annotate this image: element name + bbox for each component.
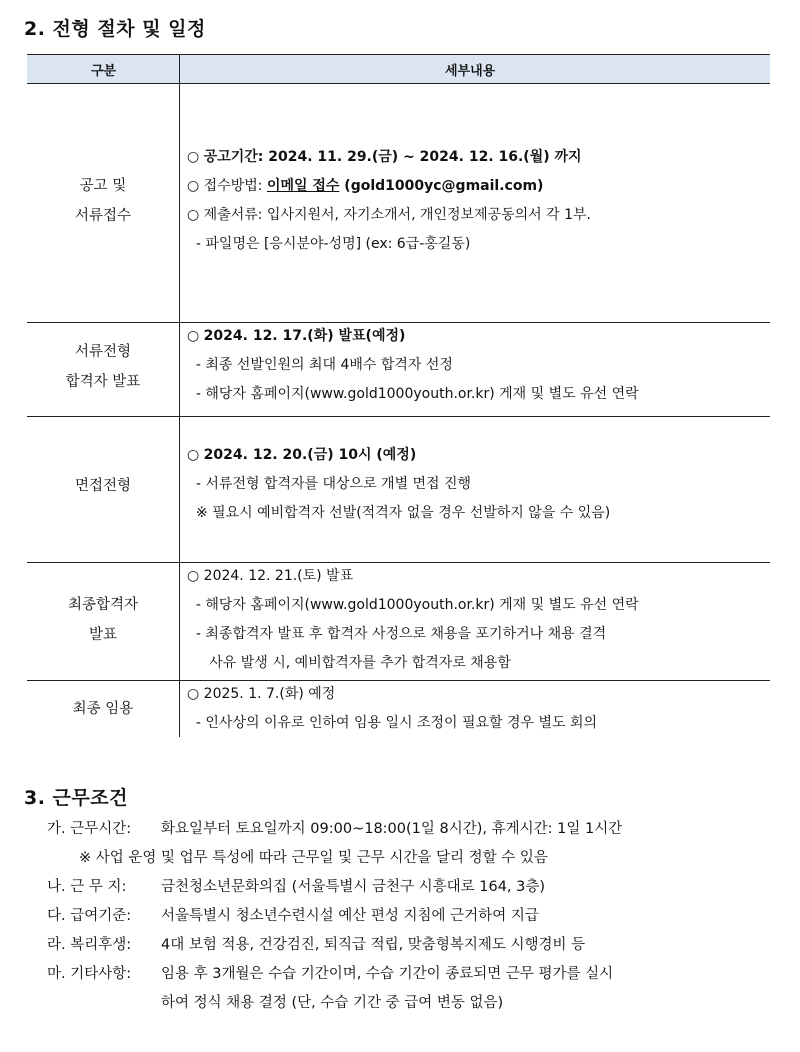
detail-line: - 파일명은 [응시분야-성명] (ex: 6급-홍길동) bbox=[187, 236, 471, 252]
work-conditions-list bbox=[47, 815, 787, 1018]
detail-line: ○ 2025. 1. 7.(화) 예정 bbox=[187, 686, 336, 702]
detail-line: ○ 2024. 12. 17.(화) 발표(예정) bbox=[187, 328, 406, 344]
section-3-title: 3. 근무조건 bbox=[24, 787, 128, 809]
detail-line: 사유 발생 시, 예비합격자를 추가 합격자로 채용함 bbox=[187, 655, 511, 671]
row-label-announcement: 공고 및 서류접수 bbox=[74, 178, 132, 224]
detail-line: - 최종합격자 발표 후 합격자 사정으로 채용을 포기하거나 채용 결격 bbox=[187, 626, 607, 642]
row-divider bbox=[27, 416, 770, 417]
detail-line: - 인사상의 이유로 인하여 임용 일시 조정이 필요할 경우 별도 회의 bbox=[187, 715, 598, 731]
row-details-appointment bbox=[187, 680, 767, 738]
detail-line: ○ 공고기간: 2024. 11. 29.(금) ~ 2024. 12. 16.(월) 까지 bbox=[187, 149, 582, 165]
list-item: 가. 근무시간: 화요일부터 토요일까지 09:00~18:00(1일 8시간), 휴게시간: 1일 1시간 bbox=[47, 821, 623, 837]
detail-line: - 최종 선발인원의 최대 4배수 합격자 선정 bbox=[187, 357, 453, 373]
list-item: 하여 정식 채용 결정 (단, 수습 기간 중 급여 변동 없음) bbox=[161, 995, 504, 1011]
row-label-final-result: 최종합격자 발표 bbox=[67, 597, 139, 643]
row-details-interview bbox=[187, 441, 767, 528]
schedule-table bbox=[27, 54, 770, 737]
section-2-title: 2. 전형 절차 및 일정 bbox=[24, 18, 206, 40]
row-details-announcement bbox=[187, 143, 767, 259]
detail-line: ○ 2024. 12. 21.(토) 발표 bbox=[187, 568, 354, 584]
list-item: 마. 기타사항: 임용 후 3개월은 수습 기간이며, 수습 기간이 종료되면 근무 평가를 실시 bbox=[47, 966, 614, 982]
row-label-document-result: 서류전형 합격자 발표 bbox=[65, 344, 141, 390]
detail-line: - 해당자 홈페이지(www.gold1000youth.or.kr) 게재 및 별도 유선 연락 bbox=[187, 597, 639, 613]
column-divider bbox=[179, 54, 180, 737]
list-item: 다. 급여기준: 서울특별시 청소년수련시설 예산 편성 지침에 근거하여 지급 bbox=[47, 908, 539, 924]
detail-line: - 해당자 홈페이지(www.gold1000youth.or.kr) 게재 및 별도 유선 연락 bbox=[187, 386, 639, 402]
list-item: ※ 사업 운영 및 업무 특성에 따라 근무일 및 근무 시간을 달리 정할 수 있음 bbox=[79, 850, 548, 866]
header-details: 세부내용 bbox=[445, 64, 496, 79]
detail-line: - 서류전형 합격자를 대상으로 개별 면접 진행 bbox=[187, 476, 472, 492]
detail-line: ○ 접수방법: 이메일 접수 (gold1000yc@gmail.com) bbox=[187, 178, 544, 194]
table-header bbox=[27, 54, 770, 84]
row-label-interview: 면접전형 bbox=[74, 478, 132, 494]
row-label-appointment: 최종 임용 bbox=[72, 701, 134, 717]
detail-line: ○ 제출서류: 입사지원서, 자기소개서, 개인정보제공동의서 각 1부. bbox=[187, 207, 591, 223]
row-details-document-result bbox=[187, 322, 767, 409]
list-item: 라. 복리후생: 4대 보험 적용, 건강검진, 퇴직급 적립, 맞춤형복지제도 시행경비 등 bbox=[47, 937, 586, 953]
header-category: 구분 bbox=[91, 64, 117, 79]
detail-line: ○ 2024. 12. 20.(금) 10시 (예정) bbox=[187, 447, 417, 463]
detail-line: ※ 필요시 예비합격자 선발(적격자 없을 경우 선발하지 않을 수 있음) bbox=[187, 505, 611, 521]
list-item: 나. 근 무 지: 금천청소년문화의집 (서울특별시 금천구 시흥대로 164, 3층) bbox=[47, 879, 546, 895]
row-details-final-result bbox=[187, 562, 767, 678]
